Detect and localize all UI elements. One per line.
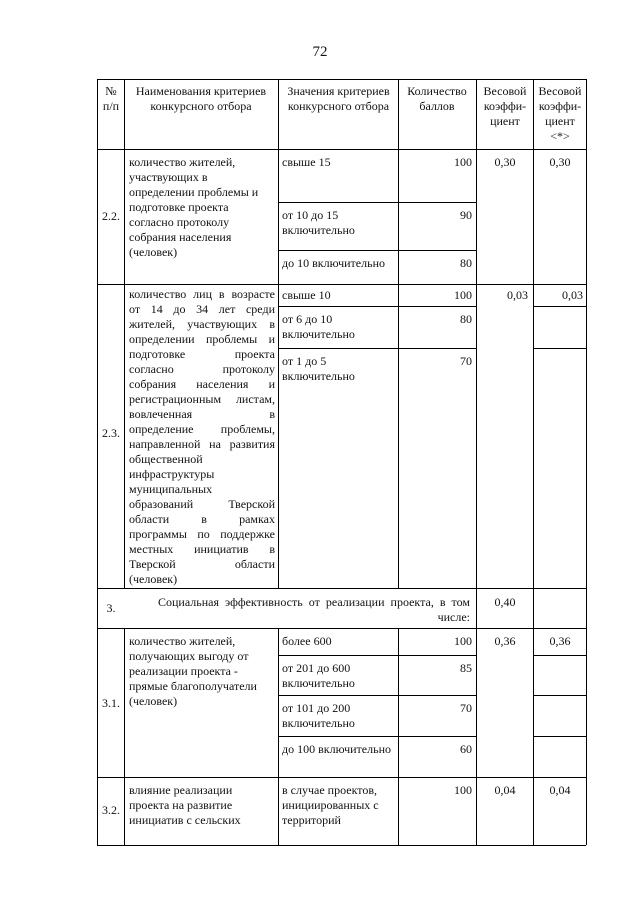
- header-num: № п/п: [102, 84, 120, 113]
- row-2-3-num: 2.3.: [102, 426, 120, 440]
- row-3-2-value: в случае проектов, инициированных с территорий: [282, 783, 379, 827]
- row-2-3-name-line: общественной: [129, 452, 203, 466]
- header-weight-2: Весовой коэффи- циент <*>: [538, 84, 582, 143]
- table-rule: [278, 695, 476, 696]
- row-2-3-weight-2: 0,03: [562, 288, 583, 302]
- row-3-1-points-3: 70: [460, 701, 472, 715]
- row-3-2-name: влияние реализации проекта на развитие инициатив с сельских: [129, 783, 241, 827]
- page-number: 72: [312, 44, 328, 60]
- row-3-1-weight-1: 0,36: [494, 634, 516, 648]
- header-name: Наименования критериев конкурсного отбора: [135, 84, 267, 113]
- row-2-3-name-line: определение проблемы,: [129, 422, 275, 436]
- row-2-3-name-line: регистрационным листам,: [129, 392, 275, 406]
- row-2-2-value-2: от 10 до 15 включительно: [282, 208, 355, 237]
- table-rule: [278, 202, 476, 203]
- row-2-3-name-line: муниципальных: [129, 482, 213, 496]
- table-rule: [97, 777, 586, 778]
- row-2-2-num: 2.2.: [102, 209, 120, 223]
- table-rule: [586, 79, 587, 845]
- row-2-3-points-2: 80: [460, 312, 472, 326]
- row-3-2-weight-2: 0,04: [549, 783, 571, 797]
- row-2-3-value-2: от 6 до 10 включительно: [282, 312, 355, 341]
- row-2-3-name-line: от 14 до 34 лет среди: [129, 302, 275, 316]
- row-2-3-name-line: подготовке проекта: [129, 347, 275, 361]
- table-rule: [278, 655, 476, 656]
- row-2-3-name-line: (человек): [129, 572, 178, 586]
- row-2-3-name-line: собрания населения и: [129, 377, 275, 391]
- row-2-2-points-2: 90: [460, 208, 472, 222]
- table-rule: [97, 149, 586, 150]
- table-rule: [278, 79, 279, 588]
- row-3-1-points-1: 100: [454, 634, 472, 648]
- row-3-weight-1: 0,40: [494, 595, 516, 609]
- row-3-2-num: 3.2.: [102, 803, 120, 817]
- row-3-1-num: 3.1.: [102, 696, 120, 710]
- row-2-3-name-line: направленной на развития: [129, 437, 275, 451]
- table-rule: [124, 79, 125, 588]
- row-2-3-name: [129, 287, 275, 587]
- row-3-1-points-2: 85: [460, 661, 472, 675]
- row-3-text: Социальная эффективность от реализации проекта, в том числе:: [158, 595, 470, 624]
- row-3-2-weight-1: 0,04: [494, 783, 516, 797]
- row-2-3-name-line: согласно протоколу: [129, 362, 275, 376]
- table-rule: [533, 655, 586, 656]
- row-2-3-name-line: программы по поддержке: [129, 527, 275, 541]
- row-2-2-weight-1: 0,30: [494, 155, 516, 169]
- row-2-2-value-1: свыше 15: [282, 155, 331, 169]
- table-rule: [533, 695, 586, 696]
- row-2-2-name: количество жителей, участвующих в определении проблемы и подготовке проекта согласно протоколу собрания населения (человек): [129, 155, 259, 259]
- table-rule: [278, 250, 476, 251]
- row-2-3-name-line: Тверской области: [129, 557, 275, 571]
- table-rule: [97, 588, 586, 589]
- row-2-3-name-line: количество лиц в возрасте: [129, 287, 275, 301]
- header-weight-1: Весовой коэффи- циент: [483, 84, 527, 128]
- row-2-3-value-3: от 1 до 5 включительно: [282, 354, 355, 383]
- table-rule: [97, 79, 98, 845]
- row-2-2-points-3: 80: [460, 256, 472, 270]
- table-rule: [278, 736, 476, 737]
- table-rule: [97, 284, 586, 285]
- row-3-2-points: 100: [454, 783, 472, 797]
- row-3-1-value-3: от 101 до 200 включительно: [282, 701, 355, 730]
- table-rule: [533, 306, 586, 307]
- table-rule: [278, 348, 476, 349]
- row-2-3-name-line: местных инициатив в: [129, 542, 275, 556]
- table-rule: [278, 306, 476, 307]
- header-values: Значения критериев конкурсного отбора: [287, 84, 390, 113]
- table-rule: [398, 79, 399, 588]
- row-2-2-value-3: до 10 включительно: [282, 256, 386, 270]
- row-2-3-name-line: инфраструктуры: [129, 467, 215, 481]
- row-2-3-name-line: области в рамках: [129, 512, 275, 526]
- row-2-3-points-1: 100: [454, 288, 472, 302]
- row-3-num: 3.: [106, 601, 116, 615]
- table-rule: [278, 628, 279, 845]
- table-rule: [97, 845, 586, 846]
- row-2-3-weight-1: 0,03: [507, 288, 528, 302]
- row-2-2-points-1: 100: [454, 155, 472, 169]
- row-2-2-weight-2: 0,30: [549, 155, 571, 169]
- row-3-1-value-1: более 600: [282, 634, 332, 648]
- row-2-3-name-line: вовлеченная в: [129, 407, 275, 421]
- table-rule: [533, 79, 534, 845]
- header-points: Количество баллов: [407, 84, 467, 113]
- row-3-1-value-2: от 201 до 600 включительно: [282, 661, 355, 690]
- row-3-1-weight-2: 0,36: [549, 634, 571, 648]
- table-rule: [533, 736, 586, 737]
- row-3-1-points-4: 60: [460, 742, 472, 756]
- row-2-3-points-3: 70: [460, 354, 472, 368]
- table-rule: [124, 628, 125, 845]
- row-2-3-name-line: определении проблемы и: [129, 332, 275, 346]
- row-3-1-value-4: до 100 включительно: [282, 742, 392, 756]
- table-rule: [476, 79, 477, 845]
- row-2-3-name-line: жителей, участвующих в: [129, 317, 275, 331]
- row-2-3-name-line: образований Тверской: [129, 497, 275, 511]
- row-3-1-name: количество жителей, получающих выгоду от реализации проекта - прямые благополучатели (человек): [129, 634, 257, 708]
- row-2-3-value-1: свыше 10: [282, 288, 331, 302]
- table-rule: [97, 79, 586, 80]
- table-rule: [97, 628, 586, 629]
- table-rule: [533, 348, 586, 349]
- table-rule: [398, 628, 399, 845]
